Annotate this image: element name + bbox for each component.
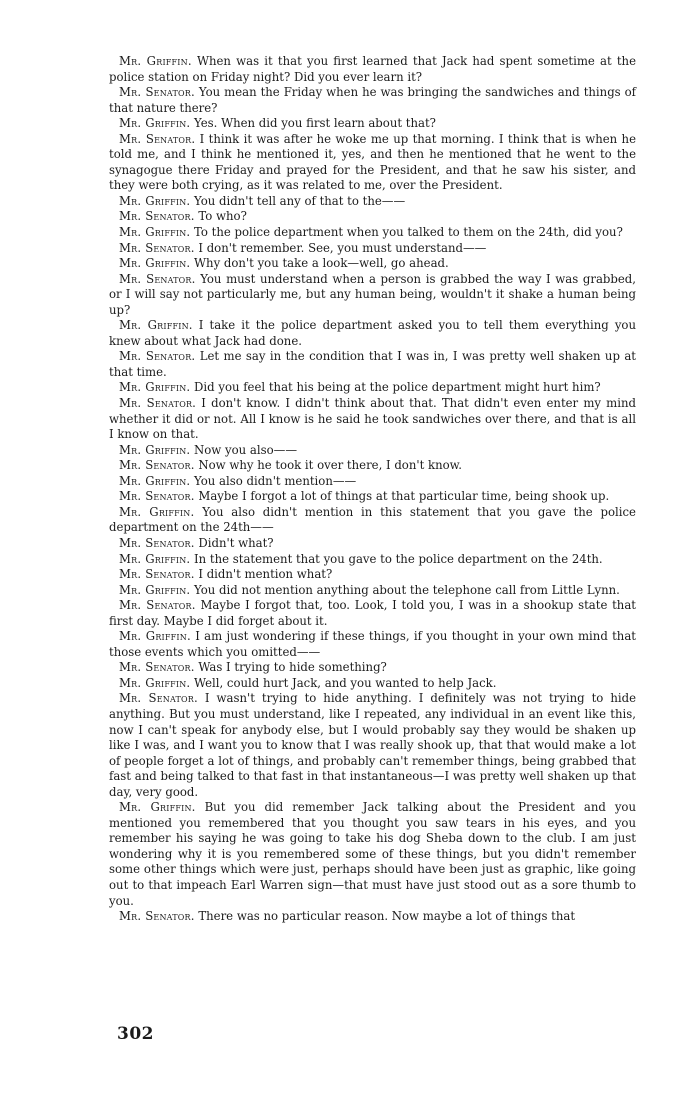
speaker-label: Mr. Senator. [119,396,197,411]
paragraph-text: Why don't you take a look—well, go ahead. [194,256,449,271]
testimony-paragraph [109,209,636,225]
paragraph-text: Didn't what? [198,535,274,550]
testimony-paragraph [109,474,636,490]
paragraph-text: To the police department when you talked to them on the 24th, did you? [194,225,623,240]
paragraph-text: I wasn't trying to hide anything. I definitely was not trying to hide anything. But you must understand, like I repeated, any individual in an event like this, now I can't speak for anybody else, but I would probably say they would be shaken up like I was, and I want you to know that I was really shook up, that that would make a lot of people forget a lot of things, and probably can't remember things, being grabbed that fast and being talked to that fast in that instantaneous—I was pretty well shaken up that day, very good. [109,691,636,799]
paragraph-text: I think it was after he woke me up that morning. I think that is when he told me, and I think he mentioned it, yes, and then he mentioned that he went to the synagogue there Friday and prayed for the President, and that he saw his sister, and they were both crying, as it was related to me, over the President. [109,131,636,193]
paragraph-text: To who? [198,209,247,224]
speaker-label: Mr. Senator. [119,598,196,613]
testimony-paragraph [109,598,636,629]
speaker-label: Mr. Senator. [119,660,195,675]
speaker-label: Mr. Griffin. [119,473,191,488]
testimony-paragraph [109,318,636,349]
testimony-paragraph [109,505,636,536]
speaker-label: Mr. Senator. [119,458,195,473]
paragraph-text: I didn't mention what? [198,567,333,582]
page-number: 302 [117,1024,154,1044]
testimony-paragraph [109,396,636,443]
testimony-paragraph [109,380,636,396]
speaker-label: Mr. Griffin. [119,675,191,690]
testimony-paragraph [109,458,636,474]
testimony-paragraph [109,660,636,676]
paragraph-text: Now why he took it over there, I don't know. [198,458,462,473]
testimony-paragraph [109,132,636,194]
paragraph-text: Now you also—— [194,442,298,457]
speaker-label: Mr. Senator. [119,909,195,924]
paragraph-text: Well, could hurt Jack, and you wanted to help Jack. [194,675,497,690]
testimony-paragraph [109,256,636,272]
testimony-paragraph [109,489,636,505]
paragraph-text: Was I trying to hide something? [198,660,387,675]
speaker-label: Mr. Griffin. [119,380,191,395]
testimony-paragraph [109,567,636,583]
paragraph-text: I take it the police department asked you to tell them everything you knew about what Jack had done. [109,318,636,348]
testimony-paragraph [109,272,636,319]
paragraph-text: Maybe I forgot a lot of things at that particular time, being shook up. [198,489,610,504]
paragraph-text: But you did remember Jack talking about the President and you mentioned you remembered that you thought you saw tears in his eyes, and you remember his saying he was going to take his dog Sheba down to the club. I am just wondering why it is you remembered some of these things, but you didn't remember some other things which were just, perhaps should have been just as graphic, like going out to that impeach Earl Warren sign—that must have just stood out as a sore thumb to you. [109,800,636,908]
paragraph-text: You didn't tell any of that to the—— [194,193,406,208]
testimony-paragraph [109,194,636,210]
speaker-label: Mr. Senator. [119,489,195,504]
speaker-label: Mr. Griffin. [119,193,191,208]
paragraph-text: I don't know. I didn't think about that. That didn't even enter my mind whether it did or not. All I know is he said he took sandwiches over there, and that is all I know on that. [109,396,637,442]
testimony-paragraph [109,116,636,132]
testimony-paragraph [109,676,636,692]
paragraph-text: I am just wondering if these things, if you thought in your own mind that those events which you omitted—— [109,629,636,659]
paragraph-text: Did you feel that his being at the police department might hurt him? [194,380,601,395]
paragraph-text: In the statement that you gave to the police department on the 24th. [194,551,603,566]
speaker-label: Mr. Griffin. [119,54,192,68]
speaker-label: Mr. Senator. [119,349,196,364]
speaker-label: Mr. Griffin. [119,116,191,131]
speaker-label: Mr. Griffin. [119,629,191,644]
paragraph-text: You also didn't mention in this statement that you gave the police department on the 24th—— [109,504,636,535]
testimony-paragraph [109,536,636,552]
testimony-paragraph [109,800,636,909]
speaker-label: Mr. Senator. [119,240,195,255]
testimony-paragraph [109,225,636,241]
speaker-label: Mr. Griffin. [119,800,196,815]
testimony-paragraph [109,629,636,660]
testimony-paragraph [109,691,636,800]
paragraph-text: You also didn't mention—— [194,473,357,488]
paragraph-text: When was it that you first learned that Jack had spent sometime at the police station on Friday night? Did you ever learn it? [109,54,636,84]
speaker-label: Mr. Griffin. [119,225,191,240]
speaker-label: Mr. Senator. [119,691,198,706]
speaker-label: Mr. Griffin. [119,318,193,333]
speaker-label: Mr. Griffin. [119,504,195,519]
speaker-label: Mr. Senator. [119,131,196,146]
testimony-paragraph [109,583,636,599]
testimony-paragraph [109,85,636,116]
speaker-label: Mr. Senator. [119,567,195,582]
testimony-paragraph [109,552,636,568]
testimony-paragraph [109,54,636,85]
speaker-label: Mr. Griffin. [119,551,191,566]
speaker-label: Mr. Senator. [119,271,196,286]
paragraph-text: You did not mention anything about the telephone call from Little Lynn. [194,582,620,597]
speaker-label: Mr. Senator. [119,209,195,224]
paragraph-text: There was no particular reason. Now maybe a lot of things that [198,909,576,924]
speaker-label: Mr. Senator. [119,85,195,100]
speaker-label: Mr. Griffin. [119,256,191,271]
paragraph-text: You mean the Friday when he was bringing the sandwiches and things of that nature there? [109,85,637,115]
paragraph-text: I don't remember. See, you must understand—— [198,240,487,255]
speaker-label: Mr. Senator. [119,535,195,550]
testimony-paragraph [109,349,636,380]
paragraph-text: Maybe I forgot that, too. Look, I told you, I was in a shookup state that first day. Maybe I did forget about it. [109,598,637,628]
paragraph-text: You must understand when a person is grabbed the way I was grabbed, or I will say not particularly me, but any human being, wouldn't it shake a human being up? [109,271,637,317]
testimony-paragraph [109,241,636,257]
testimony-paragraph [109,443,636,459]
paragraph-text: Let me say in the condition that I was in, I was pretty well shaken up at that time. [109,349,637,379]
testimony-paragraph [109,909,636,925]
paragraph-text: Yes. When did you first learn about that? [194,116,436,131]
speaker-label: Mr. Griffin. [119,442,191,457]
testimony-text [109,54,636,925]
speaker-label: Mr. Griffin. [119,582,191,597]
